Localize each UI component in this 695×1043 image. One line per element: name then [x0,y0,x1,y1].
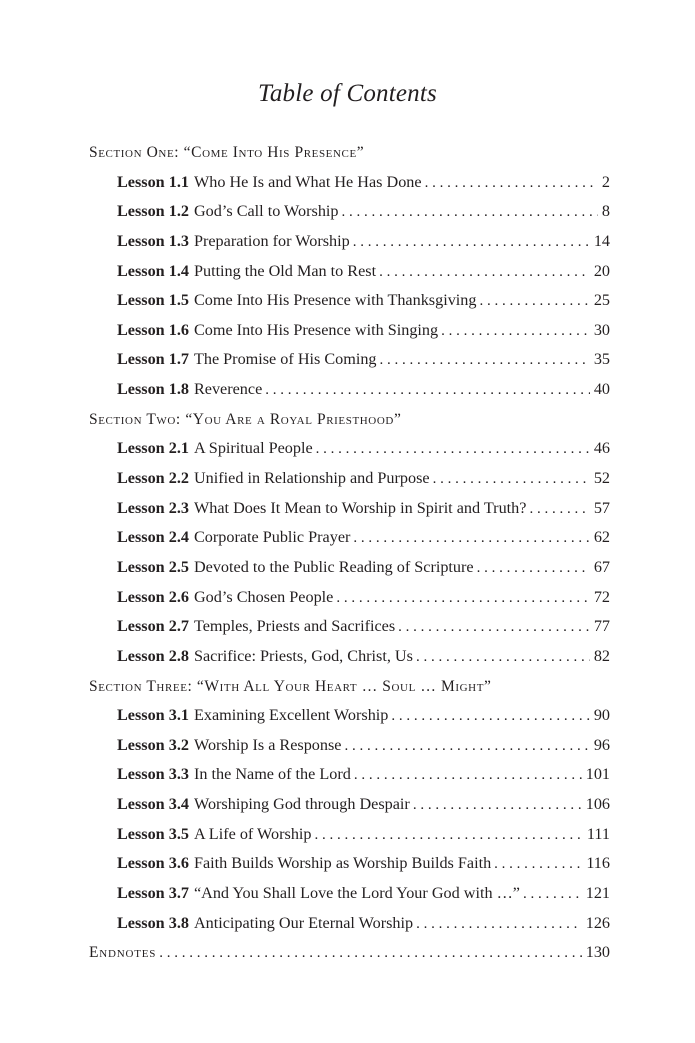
lesson-title: A Spiritual People [193,439,313,458]
lesson-title: God’s Chosen People [193,587,334,606]
lesson-number: Lesson 3.1 [117,706,189,725]
page-number: 77 [593,617,610,636]
toc-entry[interactable] [89,553,610,583]
lesson-title: God’s Call to Worship [193,202,339,221]
lesson-title: The Promise of His Coming [193,350,377,369]
toc-entry[interactable] [89,375,610,405]
dot-leader [159,939,582,968]
dot-leader [413,791,582,820]
page-number: 116 [586,854,610,873]
toc-entry[interactable] [89,345,610,375]
lesson-number: Lesson 3.7 [117,884,189,903]
table-of-contents [89,138,610,968]
page-number: 96 [593,735,610,754]
toc-entry[interactable] [89,434,610,464]
lesson-number: Lesson 3.8 [117,913,189,932]
page-number: 111 [586,824,610,843]
lesson-number: Lesson 2.3 [117,498,189,517]
page-number: 8 [601,202,610,221]
dot-leader [354,761,582,790]
page-number: 14 [593,231,610,250]
lesson-number: Lesson 3.4 [117,795,189,814]
lesson-title: Faith Builds Worship as Worship Builds Faith [193,854,492,873]
toc-entry[interactable] [89,227,610,257]
dot-leader [379,258,590,287]
page-number: 20 [593,261,610,280]
toc-entry[interactable] [89,701,610,731]
dot-leader [353,524,589,553]
section-heading-row [89,405,610,435]
dot-leader [344,732,589,761]
lesson-title: What Does It Mean to Worship in Spirit and Truth? [193,498,527,517]
page-number: 130 [585,943,610,962]
toc-entry[interactable] [89,820,610,850]
lesson-number: Lesson 1.2 [117,202,189,221]
section-heading-row [89,138,610,168]
dot-leader [494,850,582,879]
lesson-number: Lesson 1.3 [117,231,189,250]
dot-leader [529,495,589,524]
page-number: 126 [585,913,610,932]
page-number: 72 [593,587,610,606]
toc-entry[interactable] [89,494,610,524]
dot-leader [479,287,589,316]
section-heading-row [89,672,610,702]
section-heading: Section One: “Come Into His Presence” [89,144,365,161]
page-number: 25 [593,291,610,310]
page-title: Table of Contents [258,80,437,107]
lesson-number: Lesson 2.5 [117,557,189,576]
lesson-title: Preparation for Worship [193,231,350,250]
page-number: 40 [593,380,610,399]
lesson-title: Come Into His Presence with Singing [193,320,439,339]
lesson-title: Worshiping God through Despair [193,795,410,814]
dot-leader [425,169,598,198]
lesson-number: Lesson 2.4 [117,528,189,547]
lesson-title: Devoted to the Public Reading of Scripture [193,557,474,576]
toc-entry-endnotes[interactable] [89,938,610,968]
dot-leader [342,198,598,227]
lesson-number: Lesson 1.8 [117,380,189,399]
dot-leader [316,435,590,464]
page-number: 121 [585,884,610,903]
page-number: 106 [585,795,610,814]
lesson-number: Lesson 3.6 [117,854,189,873]
lesson-title: A Life of Worship [193,824,312,843]
toc-entry[interactable] [89,909,610,939]
section-heading: Section Two: “You Are a Royal Priesthood” [89,410,402,428]
toc-entry[interactable] [89,612,610,642]
lesson-number: Lesson 1.1 [117,172,189,191]
endnotes-title: Endnotes [89,944,157,962]
dot-leader [336,584,589,613]
page-number: 90 [593,706,610,725]
toc-entry[interactable] [89,286,610,316]
lesson-number: Lesson 3.5 [117,824,189,843]
dot-leader [265,376,590,405]
dot-leader [441,317,590,346]
toc-entry[interactable] [89,790,610,820]
lesson-number: Lesson 1.5 [117,291,189,310]
lesson-title: In the Name of the Lord [193,765,351,784]
section-heading: Section Three: “With All Your Heart … Soul … Might” [89,677,492,695]
lesson-title: Reverence [193,380,263,399]
toc-entry[interactable] [89,879,610,909]
toc-entry[interactable] [89,464,610,494]
page-number: 67 [593,557,610,576]
lesson-number: Lesson 3.2 [117,735,189,754]
page-number: 52 [593,469,610,488]
lesson-title: Anticipating Our Eternal Worship [193,913,414,932]
toc-entry[interactable] [89,731,610,761]
page-number: 30 [593,320,610,339]
lesson-number: Lesson 1.7 [117,350,189,369]
page-number: 62 [593,528,610,547]
toc-entry[interactable] [89,523,610,553]
lesson-number: Lesson 2.1 [117,439,189,458]
lesson-number: Lesson 2.2 [117,469,189,488]
dot-leader [398,613,590,642]
toc-entry[interactable] [89,316,610,346]
lesson-number: Lesson 1.4 [117,261,189,280]
lesson-title: Corporate Public Prayer [193,528,351,547]
lesson-number: Lesson 2.7 [117,617,189,636]
toc-entry[interactable] [89,197,610,227]
dot-leader [391,702,589,731]
dot-leader [416,910,582,939]
lesson-title: Examining Excellent Worship [193,706,389,725]
dot-leader [315,821,583,850]
lesson-title: “And You Shall Love the Lord Your God with …” [193,884,520,903]
toc-entry[interactable] [89,849,610,879]
page-number: 35 [593,350,610,369]
toc-entry[interactable] [89,168,610,198]
lesson-number: Lesson 1.6 [117,320,189,339]
dot-leader [353,228,590,257]
toc-entry[interactable] [89,760,610,790]
lesson-number: Lesson 3.3 [117,765,189,784]
lesson-title: Putting the Old Man to Rest [193,261,377,280]
dot-leader [380,346,590,375]
lesson-title: Sacrifice: Priests, God, Christ, Us [193,646,413,665]
toc-entry[interactable] [89,257,610,287]
lesson-number: Lesson 2.6 [117,587,189,606]
lesson-title: Come Into His Presence with Thanksgiving [193,291,477,310]
page-number: 101 [585,765,610,784]
lesson-title: Temples, Priests and Sacrifices [193,617,396,636]
toc-entry[interactable] [89,583,610,613]
lesson-title: Worship Is a Response [193,735,342,754]
lesson-title: Who He Is and What He Has Done [193,172,422,191]
lesson-number: Lesson 2.8 [117,646,189,665]
page-number: 57 [593,498,610,517]
lesson-title: Unified in Relationship and Purpose [193,469,430,488]
page-number: 46 [593,439,610,458]
dot-leader [433,465,590,494]
page-number: 82 [593,646,610,665]
dot-leader [416,643,590,672]
dot-leader [523,880,582,909]
page-number: 2 [601,172,610,191]
toc-entry[interactable] [89,642,610,672]
dot-leader [477,554,590,583]
